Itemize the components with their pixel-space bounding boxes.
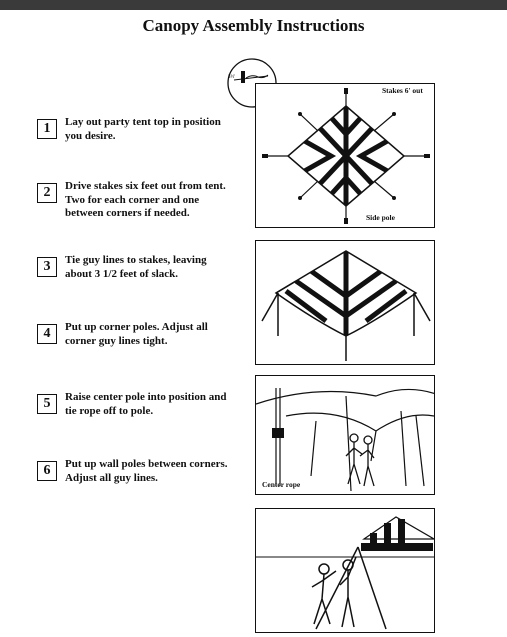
step-text: Put up corner poles. Adjust all corner guy lines tight. [65, 321, 208, 347]
center-rope-label: Center rope [262, 480, 301, 489]
step-5 [37, 391, 235, 418]
illustration-wall-poles [255, 508, 435, 633]
svg-text:3½': 3½' [228, 75, 236, 80]
illustration-top-view [255, 83, 435, 228]
step-4 [37, 321, 235, 348]
page-title: Canopy Assembly Instructions [142, 16, 365, 35]
step-number: 3 [37, 257, 57, 277]
step-1 [37, 116, 235, 143]
step-text: Lay out party tent top in position you desire. [65, 116, 221, 142]
step-6 [37, 458, 235, 485]
step-number: 5 [37, 394, 57, 414]
window-top-bar [0, 0, 507, 10]
step-number: 4 [37, 324, 57, 344]
illustration-center-pole [255, 375, 435, 495]
step-text: Drive stakes six feet out from tent. Two for each corner and one between corners if needed. [65, 180, 226, 219]
step-3 [37, 254, 235, 281]
step-text: Raise center pole into position and tie rope off to pole. [65, 391, 227, 417]
side-pole-label: Side pole [366, 213, 395, 222]
step-text: Tie guy lines to stakes, leaving about 3 1/2 feet of slack. [65, 254, 207, 280]
stakes-label: Stakes 6' out [382, 86, 423, 95]
illustration-corner-poles [255, 240, 435, 365]
step-number: 2 [37, 183, 57, 203]
step-number: 6 [37, 461, 57, 481]
step-text: Put up wall poles between corners. Adjust all guy lines. [65, 458, 228, 484]
step-number: 1 [37, 119, 57, 139]
step-2 [37, 180, 235, 221]
